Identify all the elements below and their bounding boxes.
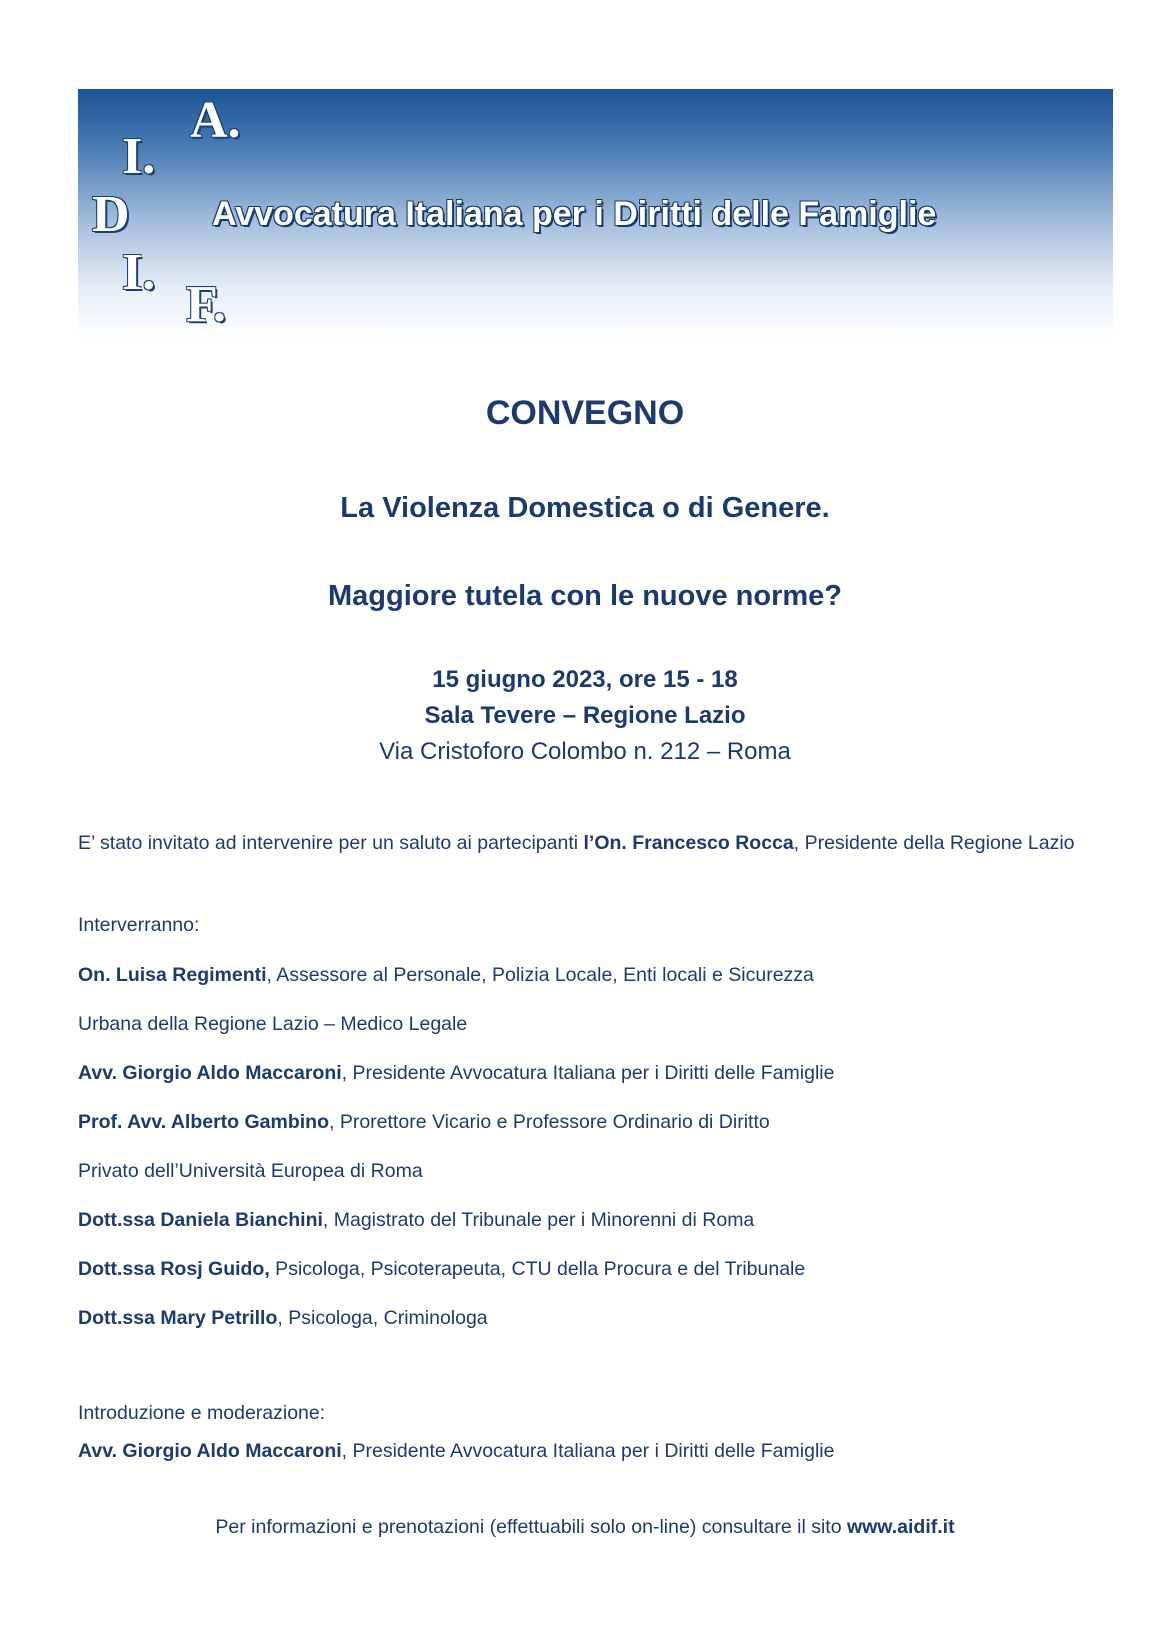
event-date: 15 giugno 2023, ore 15 - 18 [432, 666, 738, 693]
logo-letter-i2: I. [122, 244, 156, 301]
speaker-role: , Magistrato del Tribunale per i Minorenni di Roma [322, 1209, 755, 1231]
speaker-role: Psicologa, Psicoterapeuta, CTU della Procura e del Tribunale [269, 1258, 806, 1280]
speaker-line [78, 1154, 1098, 1189]
invite-guest-role: , Presidente della Regione Lazio [793, 832, 1075, 854]
speaker-line [78, 1203, 1098, 1238]
speaker-line [78, 958, 1098, 993]
event-address: Via Cristoforo Colombo n. 212 – Roma [379, 738, 791, 765]
moderator-name: Avv. Giorgio Aldo Maccaroni [78, 1440, 342, 1462]
speaker-role: , Assessore al Personale, Polizia Locale, Enti locali e Sicurezza [266, 964, 814, 986]
subtitle-question: Maggiore tutela con le nuove norme? [327, 580, 842, 612]
speaker-line [78, 1252, 1098, 1287]
header-banner [78, 89, 1113, 339]
speaker-line [78, 1056, 1098, 1091]
speaker-name: Prof. Avv. Alberto Gambino [78, 1111, 329, 1133]
speaker-line [78, 1007, 1098, 1042]
footer-text: Per informazioni e prenotazioni (effettuabili solo on-line) consultare il sito [215, 1516, 847, 1538]
speaker-name: Dott.ssa Daniela Bianchini [78, 1209, 323, 1231]
footer-info [0, 1516, 1170, 1539]
speaker-role: Urbana della Regione Lazio – Medico Legale [78, 1013, 468, 1035]
speaker-name: Avv. Giorgio Aldo Maccaroni [78, 1062, 342, 1084]
moderator-role: , Presidente Avvocatura Italiana per i Diritti delle Famiglie [341, 1440, 835, 1462]
speaker-name: Dott.ssa Rosj Guido, [78, 1258, 270, 1280]
invite-paragraph [78, 826, 1098, 861]
logo-letter-a: A. [190, 92, 241, 149]
speaker-line [78, 1105, 1098, 1140]
website-link[interactable]: www.aidif.it [846, 1516, 955, 1538]
speaker-role: , Presidente Avvocatura Italiana per i Diritti delle Famiglie [341, 1062, 835, 1084]
page-title: CONVEGNO [485, 394, 685, 432]
logo-letter-d: D [92, 186, 130, 243]
logo-letter-i1: I. [122, 128, 156, 185]
speaker-role: , Prorettore Vicario e Professore Ordinario di Diritto [329, 1111, 770, 1133]
invite-guest-name: l’On. Francesco Rocca [583, 832, 794, 854]
speaker-name: On. Luisa Regimenti [78, 964, 267, 986]
speakers-intro: Interverranno: [78, 914, 200, 936]
event-venue: Sala Tevere – Regione Lazio [424, 702, 746, 729]
logo-letter-f: F. [186, 276, 226, 333]
speaker-name: Dott.ssa Mary Petrillo [78, 1307, 278, 1329]
moderation-label: Introduzione e moderazione: [78, 1402, 326, 1424]
moderation-line [78, 1434, 1098, 1469]
banner-title: Avvocatura Italiana per i Diritti delle Famiglie [212, 195, 937, 233]
speaker-line [78, 1301, 1098, 1336]
speaker-role: Privato dell’Università Europea di Roma [78, 1160, 423, 1182]
subtitle-topic: La Violenza Domestica o di Genere. [340, 492, 830, 524]
speaker-role: , Psicologa, Criminologa [277, 1307, 488, 1329]
invite-text: E’ stato invitato ad intervenire per un saluto ai partecipanti [78, 832, 584, 854]
